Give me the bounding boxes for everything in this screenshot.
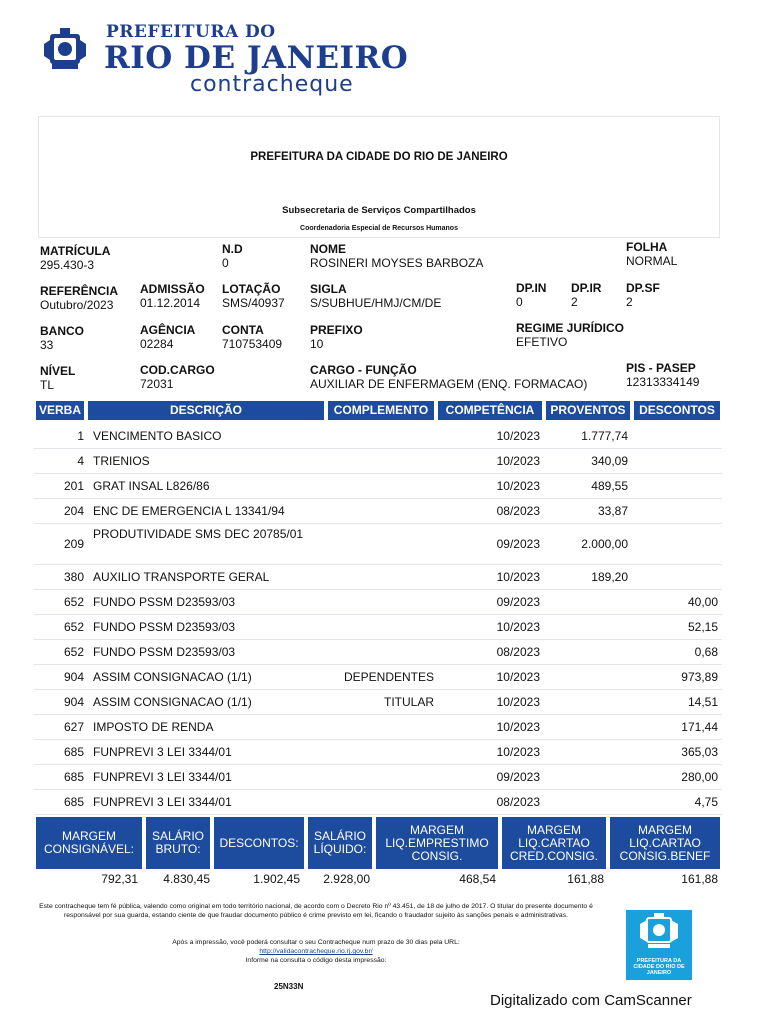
row-verba: 201	[63, 479, 84, 493]
summary-header	[34, 817, 722, 869]
matricula-value: 295.430-3	[40, 258, 95, 272]
city-badge-caption: PREFEITURA DA CIDADE DO RIO DE JANEIRO	[633, 958, 685, 976]
banco-value: 33	[40, 338, 54, 352]
table-row	[34, 589, 722, 614]
col-proventos: PROVENTOS	[546, 401, 630, 420]
city-crest-icon	[40, 26, 90, 72]
row-divider	[34, 814, 722, 815]
row-verba: 685	[63, 770, 84, 784]
nome-label: NOME	[310, 242, 346, 256]
summary-descontos-label: DESCONTOS:	[214, 817, 304, 869]
payslip-document	[34, 112, 722, 1012]
table-row	[34, 423, 722, 448]
row-competencia: 10/2023	[496, 670, 540, 684]
referencia-value: Outubro/2023	[40, 298, 114, 312]
row-descontos: 14,51	[687, 695, 718, 709]
dpin-label: DP.IN	[516, 281, 547, 295]
dpir-label: DP.IR	[571, 281, 602, 295]
codcargo-field	[140, 363, 215, 391]
summary-salario-liquido-value: 2.928,00	[323, 872, 370, 886]
conta-field	[222, 323, 282, 351]
row-competencia: 10/2023	[496, 454, 540, 468]
table-row	[34, 564, 722, 589]
matricula-label: MATRÍCULA	[40, 244, 111, 258]
table-row	[34, 789, 722, 814]
agencia-value: 02284	[140, 337, 174, 351]
row-descricao: FUNDO PSSM D23593/03	[93, 595, 236, 609]
consult-text: Após a impressão, você poderá consultar o seu Contracheque num prazo de 30 dias pela URL:	[172, 939, 460, 946]
summary-salario-bruto-label: SALÁRIO BRUTO:	[146, 817, 210, 869]
row-descontos: 171,44	[681, 720, 718, 734]
nd-field	[222, 242, 243, 270]
row-competencia: 08/2023	[496, 795, 540, 809]
cargo-value: AUXILIAR DE ENFERMAGEM (ENQ. FORMACAO)	[310, 377, 588, 391]
row-descricao: ENC DE EMERGENCIA L 13341/94	[93, 504, 285, 518]
lotacao-label: LOTAÇÃO	[222, 282, 281, 296]
row-proventos: 2.000,00	[581, 537, 628, 551]
row-verba: 904	[63, 695, 84, 709]
row-competencia: 08/2023	[496, 504, 540, 518]
codcargo-label: COD.CARGO	[140, 363, 215, 377]
regime-label: REGIME JURÍDICO	[516, 321, 625, 335]
row-descontos: 0,68	[694, 645, 718, 659]
row-competencia: 10/2023	[496, 479, 540, 493]
summary-margem-cartao-cred-label: MARGEM LIQ.CARTAO CRED.CONSIG.	[502, 817, 606, 869]
row-competencia: 10/2023	[496, 620, 540, 634]
row-verba: 4	[77, 454, 84, 468]
document-title: PREFEITURA DA CIDADE DO RIO DE JANEIRO	[250, 151, 508, 163]
col-verba: VERBA	[36, 401, 84, 420]
row-descricao: FUNPREVI 3 LEI 3344/01	[93, 795, 232, 809]
table-row	[34, 523, 722, 564]
prefixo-field	[310, 323, 363, 351]
row-proventos: 189,20	[591, 570, 628, 584]
row-descontos: 280,00	[681, 770, 718, 784]
dpin-value: 0	[516, 295, 523, 309]
table-row	[34, 448, 722, 473]
items-table-header	[34, 401, 722, 420]
summary-margem-consignavel-value: 792,31	[101, 872, 138, 886]
row-proventos: 489,55	[591, 479, 628, 493]
row-descricao: ASSIM CONSIGNACAO (1/1)	[93, 670, 252, 684]
table-row	[34, 498, 722, 523]
row-descricao: VENCIMENTO BASICO	[93, 429, 222, 443]
sigla-field	[310, 282, 441, 310]
header-prefeitura: PREFEITURA DO	[106, 22, 276, 42]
summary-descontos-value: 1.902,45	[253, 872, 300, 886]
nome-field	[310, 242, 483, 270]
table-row	[34, 689, 722, 714]
conta-value: 710753409	[222, 337, 283, 351]
row-complemento: DEPENDENTES	[343, 670, 434, 684]
summary-salario-liquido-label: SALÁRIO LÍQUIDO:	[308, 817, 372, 869]
document-title-box	[38, 116, 720, 238]
nivel-label: NÍVEL	[40, 364, 76, 378]
matricula-field	[40, 244, 110, 272]
row-descricao: TRIENIOS	[93, 454, 150, 468]
prefixo-value: 10	[310, 337, 324, 351]
table-row	[34, 639, 722, 664]
folha-label: FOLHA	[626, 240, 668, 254]
row-descricao: FUNPREVI 3 LEI 3344/01	[93, 770, 232, 784]
row-verba: 1	[77, 429, 84, 443]
scanner-watermark: Digitalizado com CamScanner	[490, 992, 692, 1009]
row-verba: 204	[63, 504, 84, 518]
row-competencia: 09/2023	[496, 537, 540, 551]
table-row	[34, 764, 722, 789]
summary-margem-consignavel-label: MARGEM CONSIGNÁVEL:	[36, 817, 142, 869]
nivel-field	[40, 364, 75, 392]
row-competencia: 10/2023	[496, 720, 540, 734]
row-descricao: ASSIM CONSIGNACAO (1/1)	[93, 695, 252, 709]
table-row	[34, 614, 722, 639]
validation-url-link[interactable]: http://validacontracheque.rio.rj.gov.br/	[259, 948, 373, 955]
row-competencia: 08/2023	[496, 645, 540, 659]
sigla-value: S/SUBHUE/HMJ/CM/DE	[310, 296, 442, 310]
lotacao-value: SMS/40937	[222, 296, 285, 310]
admissao-field	[140, 282, 205, 310]
banco-field	[40, 324, 84, 352]
row-competencia: 09/2023	[496, 770, 540, 784]
dpsf-value: 2	[626, 295, 633, 309]
table-row	[34, 473, 722, 498]
row-descricao: GRAT INSAL L826/86	[93, 479, 210, 493]
inform-code-text: Informe na consulta o código desta impressão:	[245, 957, 387, 964]
dpsf-label: DP.SF	[626, 281, 660, 295]
regime-value: EFETIVO	[516, 335, 568, 349]
summary-salario-bruto-value: 4.830,45	[163, 872, 210, 886]
dpir-field	[571, 281, 601, 309]
agencia-field	[140, 323, 195, 351]
row-verba: 627	[63, 720, 84, 734]
pis-field	[626, 361, 699, 389]
admissao-label: ADMISSÃO	[140, 282, 205, 296]
nd-label: N.D	[222, 242, 243, 256]
row-descontos: 973,89	[681, 670, 718, 684]
col-descricao: DESCRIÇÃO	[88, 401, 324, 420]
row-proventos: 33,87	[597, 504, 628, 518]
nome-value: ROSINERI MOYSES BARBOZA	[310, 256, 484, 270]
folha-field	[626, 240, 677, 268]
summary-margem-cartao-benef-value: 161,88	[681, 872, 718, 886]
banco-label: BANCO	[40, 324, 84, 338]
pis-value: 12313334149	[626, 375, 700, 389]
summary-margem-emprestimo-value: 468,54	[459, 872, 496, 886]
row-competencia: 10/2023	[496, 429, 540, 443]
page-header	[40, 22, 460, 102]
table-row	[34, 714, 722, 739]
row-competencia: 10/2023	[496, 570, 540, 584]
summary-margem-emprestimo-label: MARGEM LIQ.EMPRESTIMO CONSIG.	[376, 817, 498, 869]
row-descricao: AUXILIO TRANSPORTE GERAL	[93, 570, 270, 584]
city-badge-crest-icon	[626, 910, 692, 956]
col-competencia: COMPETÊNCIA	[438, 401, 542, 420]
row-proventos: 1.777,74	[581, 429, 628, 443]
nd-value: 0	[222, 256, 229, 270]
row-descricao: IMPOSTO DE RENDA	[93, 720, 214, 734]
row-verba: 652	[63, 620, 84, 634]
document-coordenadoria: Coordenadoria Especial de Recursos Humanos	[300, 225, 458, 232]
row-verba: 904	[63, 670, 84, 684]
folha-value: NORMAL	[626, 254, 678, 268]
row-competencia: 10/2023	[496, 745, 540, 759]
referencia-field	[40, 284, 118, 312]
admissao-value: 01.12.2014	[140, 296, 201, 310]
agencia-label: AGÊNCIA	[140, 323, 196, 337]
row-competencia: 10/2023	[496, 695, 540, 709]
print-code: 25N33N	[274, 982, 304, 991]
row-competencia: 09/2023	[496, 595, 540, 609]
col-descontos: DESCONTOS	[634, 401, 720, 420]
header-city: RIO DE JANEIRO	[104, 40, 409, 76]
col-complemento: COMPLEMENTO	[328, 401, 434, 420]
row-verba: 685	[63, 745, 84, 759]
row-verba: 209	[63, 537, 84, 551]
row-verba: 380	[63, 570, 84, 584]
conta-label: CONTA	[222, 323, 264, 337]
row-complemento: TITULAR	[383, 695, 434, 709]
nivel-value: TL	[40, 378, 55, 392]
dpir-value: 2	[571, 295, 578, 309]
consult-notice	[36, 938, 596, 965]
row-descontos: 40,00	[687, 595, 718, 609]
legal-notice: Este contracheque tem fé pública, valendo como original em todo território nacional, de acordo com o Decreto Rio nº 43.451, de 18 de julho de 2017. O titular do presente documento é responsável por sua guarda, estando ciente de que fraudar documento público é crime previsto em lei, ficando o fraudador sujeito às sanções penais e administrativas.	[39, 903, 593, 919]
regime-field	[516, 321, 624, 349]
dpin-field	[516, 281, 546, 309]
row-descricao: FUNPREVI 3 LEI 3344/01	[93, 745, 232, 759]
cargo-field	[310, 363, 587, 391]
row-descricao: PRODUTIVIDADE SMS DEC 20785/01	[93, 527, 304, 541]
cargo-label: CARGO - FUNÇÃO	[310, 363, 417, 377]
document-subsecretaria: Subsecretaria de Serviços Compartilhados	[282, 205, 476, 216]
codcargo-value: 72031	[140, 377, 174, 391]
row-verba: 652	[63, 595, 84, 609]
prefixo-label: PREFIXO	[310, 323, 363, 337]
top-strip	[0, 0, 768, 14]
pis-label: PIS - PASEP	[626, 361, 696, 375]
summary-margem-cartao-cred-value: 161,88	[567, 872, 604, 886]
row-descricao: FUNDO PSSM D23593/03	[93, 620, 236, 634]
row-proventos: 340,09	[591, 454, 628, 468]
table-row	[34, 739, 722, 764]
row-descontos: 52,15	[687, 620, 718, 634]
row-verba: 685	[63, 795, 84, 809]
row-verba: 652	[63, 645, 84, 659]
row-descontos: 4,75	[694, 795, 718, 809]
lotacao-field	[222, 282, 285, 310]
row-descontos: 365,03	[681, 745, 718, 759]
sigla-label: SIGLA	[310, 282, 347, 296]
row-descricao: FUNDO PSSM D23593/03	[93, 645, 236, 659]
summary-margem-cartao-benef-label: MARGEM LIQ.CARTAO CONSIG.BENEF	[610, 817, 720, 869]
header-subtitle: contracheque	[190, 72, 354, 97]
table-row	[34, 664, 722, 689]
referencia-label: REFERÊNCIA	[40, 284, 119, 298]
dpsf-field	[626, 281, 660, 309]
